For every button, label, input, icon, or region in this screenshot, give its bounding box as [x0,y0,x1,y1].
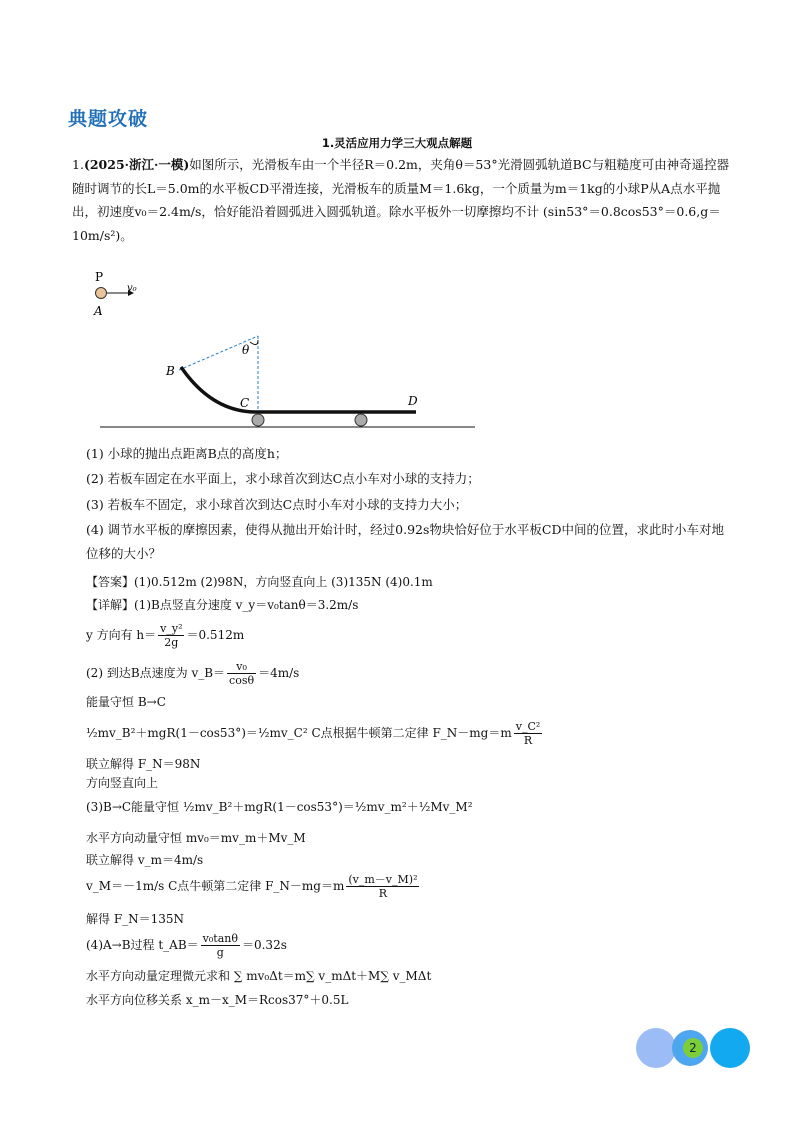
detail-line-13: (4)A→B过程 t_AB＝ $\frac{\text{v₀tanθ}}{g}$ ＝0.32s [86,932,287,959]
badge-right-circle [710,1028,750,1068]
label-d: D [408,394,418,408]
page-number: 2 [683,1038,703,1058]
detail-line-3: (2) 到达B点速度为 v_B＝ $\frac{\text{v₀}}{\cos\theta}$ ＝4m/s [86,660,300,687]
detail-line-12: 解得 F_N＝135N [86,912,185,926]
wheel-right [355,414,367,426]
ball-p [96,288,107,299]
detail-line-1: 【详解】(1)B点竖直分速度 v_y＝v₀tanθ＝3.2m/s [86,598,359,612]
physics-figure [80,262,500,437]
angle-arc [250,340,258,345]
fraction: $\frac{\text{v₀}}{\cos\theta}$ [229,660,255,687]
fraction: $\frac{\text{v₀tanθ}}{g}$ [202,932,238,959]
label-theta: θ [242,343,250,357]
detail-line-15: 水平方向位移关系 x_m－x_M＝Rcos37°＋0.5L [86,993,349,1007]
detail-line-9: 水平方向动量守恒 mv₀＝mv_m＋Mv_M [86,831,306,845]
problem-number: 1. [72,157,84,172]
question-3: (3) 若板车不固定，求小球首次到达C点时小车对小球的支持力大小； [86,497,468,512]
question-2: (2) 若板车固定在水平面上，求小球首次到达C点小车对小球的支持力； [86,471,480,486]
detail-line-7: 方向竖直向上 [86,776,159,790]
badge-left-circle [636,1028,676,1068]
detail-line-4: 能量守恒 B→C [86,695,166,709]
detail-line-14: 水平方向动量定理微元求和 ∑ mv₀Δt＝m∑ v_mΔt＋M∑ v_MΔt [86,969,432,983]
detail-line-10: 联立解得 v_m＝4m/s [86,853,204,867]
question-1: (1) 小球的抛出点距离B点的高度h； [86,446,288,461]
label-p: P [95,270,104,284]
subsection-title: 1.灵活应用力学三大观点解题 [321,136,473,150]
label-b: B [166,364,175,378]
detail-line-11: v_M＝－1m/s C点牛顿第二定律 F_N－mg＝m $\frac{\text{(v\_m－v\_M)²}}{R}$ [86,873,418,900]
detail-line-2: y 方向有 h＝ $\frac{\text{v\_y²}}{2g}$ ＝0.512m [86,622,245,649]
question-4: (4) 调节水平板的摩擦因素，使得从抛出开始计时，经过0.92s物块恰好位于水平板CD中间的位置，求此时小车对地位移的大小？ [86,522,725,561]
problem-source: (2025·浙江·一模) [83,157,190,172]
section-title: 典题攻破 [68,108,149,130]
detail-line-6: 联立解得 F_N＝98N [86,757,201,771]
detail-line-8: (3)B→C能量守恒 ½mv_B²＋mgR(1－cos53°)＝½mv_m²＋½Mv_M² [86,800,473,814]
problem-text: 如图所示，光滑板车由一个半径R＝0.2m，夹角θ＝53°光滑圆弧轨道BC与粗糙度可由神奇遥控器随时调节的长L＝5.0m的水平板CD平滑连接，光滑板车的质量M＝1.6kg，一个质量为m＝1kg的小球P从A点水平抛出，初速度v₀＝2.4m/s，恰好能沿着圆弧进入圆弧轨道。除水平板外一切摩擦均不计 (sin53°＝0.8cos53°＝0.6,g＝10m/s²)。 [72,157,730,243]
detail-line-5: ½mv_B²＋mgR(1－cos53°)＝½mv_C² C点根据牛顿第二定律 F_N－mg＝m $\frac{\text{v\_C²}}{R}$ [86,720,541,747]
problem-statement [72,153,736,247]
wheel-left [252,414,264,426]
label-c: C [240,396,250,410]
fraction: $\frac{\text{(v\_m－v\_M)²}}{R}$ [348,873,418,900]
fraction: $\frac{\text{v\_y²}}{2g}$ [160,622,183,649]
label-a: A [94,304,103,318]
answer-line: 【答案】(1)0.512m (2)98N，方向竖直向上 (3)135N (4)0.1m [86,575,433,589]
fraction: $\frac{\text{v\_C²}}{R}$ [515,720,541,747]
label-v0: v₀ [127,283,137,294]
